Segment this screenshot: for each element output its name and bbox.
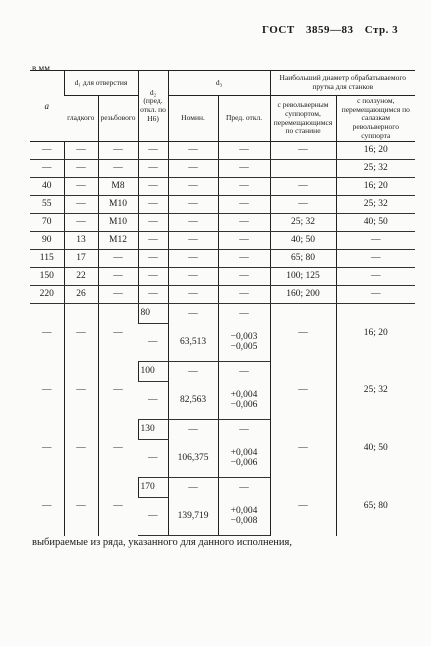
col-d2: d₂ (пред. откл. по H6) [138, 71, 168, 142]
deviation-value: +0,004 [230, 389, 258, 400]
cell-d3-dev [218, 324, 270, 362]
table-cell: — [64, 178, 98, 196]
group-row-top [30, 304, 415, 324]
cell-d3-dev-top: — [218, 304, 270, 324]
footnote: выбираемые из ряда, указанного для данного исполнения, [32, 537, 292, 548]
gost-label: ГОСТ [262, 24, 295, 36]
deviation-value: −0,005 [230, 342, 258, 353]
gost-number: 3859—83 [305, 24, 354, 36]
table-cell: 160; 200 [270, 286, 336, 304]
cell-d1-smooth: — [64, 304, 98, 362]
table-cell: — [168, 214, 218, 232]
table-cell: — [98, 142, 138, 160]
cell-d1-smooth: — [64, 478, 98, 536]
cell-d3-nom-top: — [168, 420, 218, 440]
table-cell: — [138, 250, 168, 268]
table-row [30, 178, 415, 196]
cell-d1-thread: — [98, 478, 138, 536]
table-cell: — [270, 142, 336, 160]
cell-d2-dash: — [138, 498, 168, 536]
table-cell: — [270, 196, 336, 214]
cell-max-rev: — [270, 478, 336, 536]
table-cell: 25; 32 [270, 214, 336, 232]
group-row-top [30, 420, 415, 440]
table-cell: — [168, 268, 218, 286]
table-cell: — [336, 250, 415, 268]
table-cell: — [98, 268, 138, 286]
cell-d1-smooth: — [64, 362, 98, 420]
table-cell: 55 [30, 196, 64, 214]
cell-d3-nom-top: — [168, 478, 218, 498]
cell-d3-nom: 82,563 [168, 382, 218, 420]
table-cell: M8 [98, 178, 138, 196]
deviation-value: +0,004 [230, 447, 258, 458]
table-row [30, 286, 415, 304]
table-row [30, 142, 415, 160]
cell-d1-thread: — [98, 304, 138, 362]
table-cell: 25; 32 [336, 160, 415, 178]
table-cell: — [138, 286, 168, 304]
table-cell: M10 [98, 214, 138, 232]
table-row [30, 196, 415, 214]
cell-d3-nom: 139,719 [168, 498, 218, 536]
cell-d2-dash: — [138, 324, 168, 362]
table-cell: — [218, 232, 270, 250]
cell-d2: 100 [138, 362, 168, 382]
cell-a: — [42, 327, 52, 338]
table-cell: 40; 50 [270, 232, 336, 250]
cell-max-slide: 40; 50 [336, 420, 415, 478]
units-label: в мм [32, 63, 50, 73]
cell-d2-dash: — [138, 440, 168, 478]
table-cell: — [138, 232, 168, 250]
cell-d2-dash: — [138, 382, 168, 420]
deviation-value: −0,006 [230, 400, 258, 411]
table-row [30, 232, 415, 250]
table-cell: M10 [98, 196, 138, 214]
table-cell: 220 [30, 286, 64, 304]
table-cell: — [168, 232, 218, 250]
cell-d1-thread: — [98, 362, 138, 420]
cell-d3-dev [218, 440, 270, 478]
cell-max-rev: — [270, 304, 336, 362]
table-cell: — [336, 286, 415, 304]
table-cell: 16; 20 [336, 142, 415, 160]
col-d3: d₃ [168, 71, 270, 96]
table-cell: — [336, 232, 415, 250]
table-cell: — [218, 142, 270, 160]
table-cell: — [218, 178, 270, 196]
cell-a: — [42, 501, 52, 512]
cell-max-slide: 65; 80 [336, 478, 415, 536]
cell-max-rev: — [270, 362, 336, 420]
table-cell: 90 [30, 232, 64, 250]
table-cell: 13 [64, 232, 98, 250]
table-cell: — [218, 250, 270, 268]
table-cell: 40 [30, 178, 64, 196]
deviation-value: −0,008 [230, 516, 258, 527]
table-cell: — [218, 214, 270, 232]
table-cell: — [98, 250, 138, 268]
table-cell: — [64, 214, 98, 232]
col-max-rev: с револьверным суппортом, перемещающимся по станине [270, 96, 336, 142]
cell-d3-nom-top: — [168, 362, 218, 382]
table-cell: — [98, 286, 138, 304]
table-cell: 70 [30, 214, 64, 232]
table-cell: 16; 20 [336, 178, 415, 196]
table-cell: — [336, 268, 415, 286]
table-cell: — [30, 142, 64, 160]
col-a: a [30, 71, 64, 142]
deviation-value: +0,004 [230, 505, 258, 516]
table-cell: — [138, 268, 168, 286]
page-header [262, 24, 406, 36]
cell-d2: 170 [138, 478, 168, 498]
cell-d3-dev-top: — [218, 478, 270, 498]
table-row [30, 268, 415, 286]
table-cell: — [168, 196, 218, 214]
spec-table [30, 70, 415, 536]
cell-d3-dev [218, 498, 270, 536]
deviation-value: −0,006 [230, 458, 258, 469]
cell-max-slide: 25; 32 [336, 362, 415, 420]
cell-d1-smooth: — [64, 420, 98, 478]
col-max: Наибольший диаметр обрабатываемого прутка для станков [270, 71, 415, 96]
table-cell: — [168, 142, 218, 160]
cell-d3-nom: 63,513 [168, 324, 218, 362]
table-cell: 40; 50 [336, 214, 415, 232]
table-cell: — [138, 214, 168, 232]
table-cell: — [168, 178, 218, 196]
table-cell: 26 [64, 286, 98, 304]
table-row [30, 160, 415, 178]
cell-max-slide: 16; 20 [336, 304, 415, 362]
cell-d1-thread: — [98, 420, 138, 478]
col-d1-smooth: гладкого [64, 96, 98, 142]
table-cell: — [270, 178, 336, 196]
cell-d3-dev [218, 382, 270, 420]
table-cell: — [218, 286, 270, 304]
table-cell: 100; 125 [270, 268, 336, 286]
group-row-top [30, 478, 415, 498]
cell-d2: 80 [138, 304, 168, 324]
deviation-value: −0,003 [230, 331, 258, 342]
table-row [30, 214, 415, 232]
table-cell: — [138, 142, 168, 160]
table-cell: — [138, 160, 168, 178]
table-cell: — [218, 268, 270, 286]
table-cell: — [218, 196, 270, 214]
table-cell: — [30, 160, 64, 178]
spec-table-body [30, 142, 415, 536]
table-cell: 115 [30, 250, 64, 268]
table-cell: — [168, 286, 218, 304]
table-cell: 25; 32 [336, 196, 415, 214]
table-cell: 65; 80 [270, 250, 336, 268]
cell-d3-nom-top: — [168, 304, 218, 324]
table-cell: — [168, 250, 218, 268]
table-cell: — [64, 196, 98, 214]
col-d3-nom: Номин. [168, 96, 218, 142]
col-max-slide: с ползуном, перемещающимся по салазкам револьверного суппорта [336, 96, 415, 142]
cell-d3-dev-top: — [218, 362, 270, 382]
table-cell: 22 [64, 268, 98, 286]
table-cell: — [168, 160, 218, 178]
cell-d3-nom: 106,375 [168, 440, 218, 478]
cell-a: — [42, 443, 52, 454]
table-cell [270, 160, 336, 178]
table-cell: — [98, 160, 138, 178]
page-number: Стр. 3 [364, 24, 399, 36]
table-cell: 150 [30, 268, 64, 286]
group-row-top [30, 362, 415, 382]
cell-d3-dev-top: — [218, 420, 270, 440]
table-cell: — [64, 160, 98, 178]
table-cell: — [138, 196, 168, 214]
table-cell: — [64, 142, 98, 160]
cell-max-rev: — [270, 420, 336, 478]
cell-d2: 130 [138, 420, 168, 440]
table-cell: M12 [98, 232, 138, 250]
col-d3-dev: Пред. откл. [218, 96, 270, 142]
col-d1-thread: резьбового [98, 96, 138, 142]
cell-a: — [42, 385, 52, 396]
table-cell: — [218, 160, 270, 178]
table-row [30, 250, 415, 268]
table-cell: 17 [64, 250, 98, 268]
col-d1: d₁ для отверстия [64, 71, 138, 96]
table-cell: — [138, 178, 168, 196]
